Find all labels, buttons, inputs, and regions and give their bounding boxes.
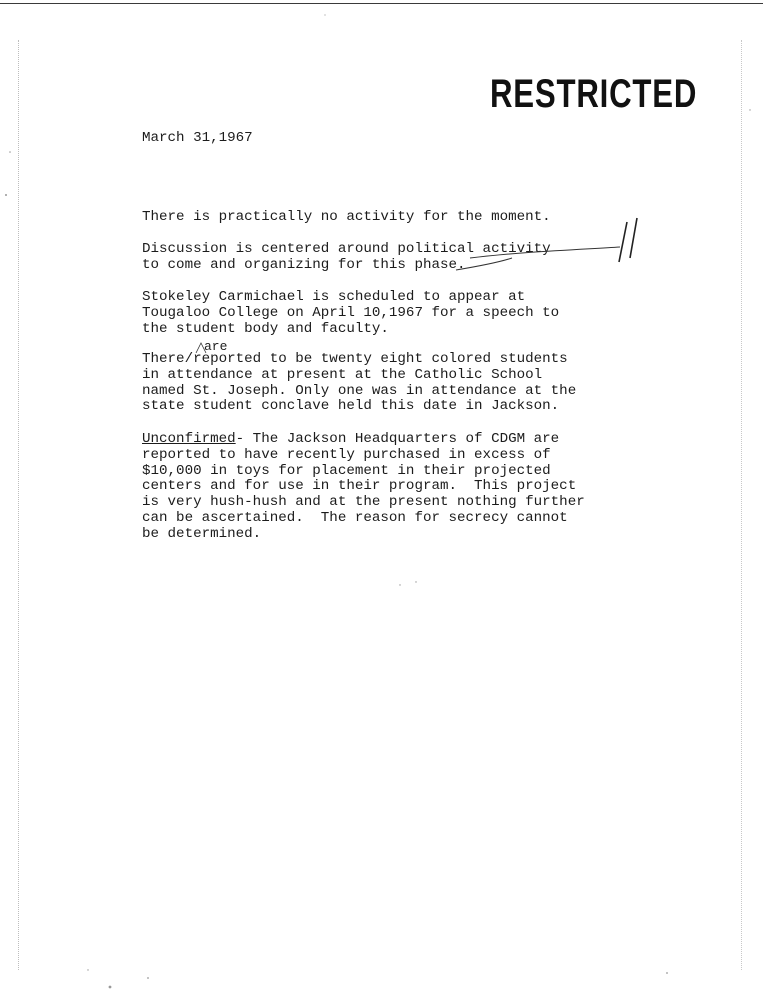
paragraph-discussion: Discussion is centered around political activity to come and organizing for this phase. <box>142 241 551 273</box>
paragraph-carmichael: Stokeley Carmichael is scheduled to appear at Tougaloo College on April 10,1967 for a speech to the student body and faculty. <box>142 289 560 337</box>
margin-check-mark-1 <box>619 222 627 262</box>
paragraph-unconfirmed <box>142 432 585 543</box>
left-page-edge <box>18 40 19 970</box>
paragraph-students: There/reported to be twenty eight colored students in attendance at present at the Catholic School named St. Joseph. Only one was in attendance at the state student conclave held this date in Jackson. <box>142 351 577 415</box>
right-page-edge <box>741 40 742 970</box>
unconfirmed-label: Unconfirmed <box>142 431 236 447</box>
restricted-stamp: RESTRICTED <box>490 72 698 116</box>
paragraph-activity: There is practically no activity for the moment. <box>142 209 551 225</box>
margin-check-mark-2 <box>630 218 637 258</box>
unconfirmed-body: - The Jackson Headquarters of CDGM are reported to have recently purchased in excess of $10,000 in toys for placement in their projected centers and for use in their program. This project is very hush-hush and at the present nothing further can be ascertained. The reason for secrecy cannot be determined. <box>142 431 585 542</box>
handwritten-insert: are <box>204 339 228 354</box>
memo-date: March 31,1967 <box>142 130 253 146</box>
top-edge-rule <box>0 3 763 4</box>
